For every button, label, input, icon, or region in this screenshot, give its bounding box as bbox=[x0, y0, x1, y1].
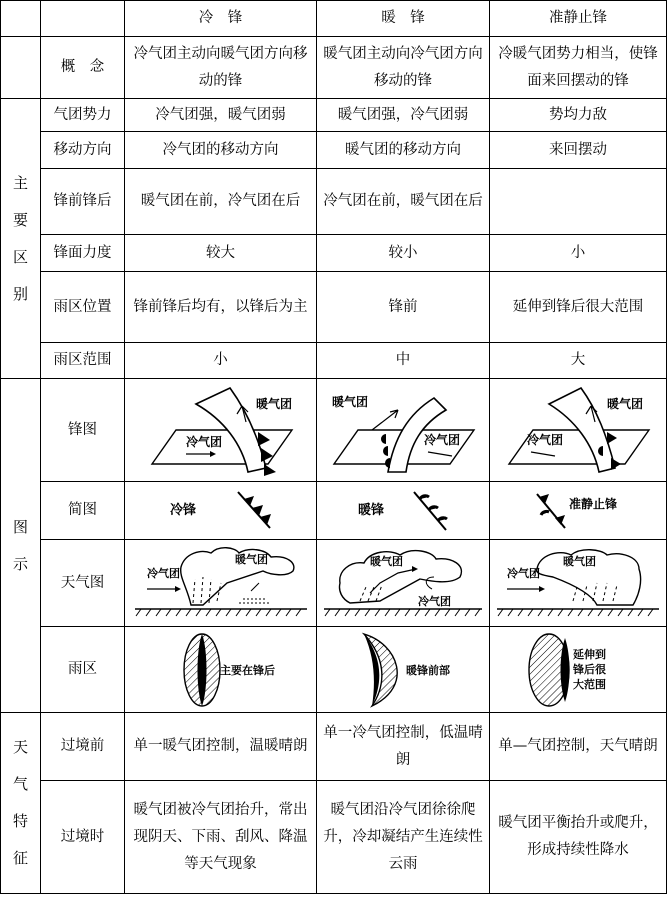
cell-stationary: 来回摆动 bbox=[490, 132, 667, 169]
cell-cold: 暖气团被冷气团抬升，常出现阴天、下雨、刮风、降温等天气现象 bbox=[125, 781, 317, 894]
cell-warm: 暖气团沿冷气团徐徐爬升，冷却凝结产生连续性云雨 bbox=[317, 781, 490, 894]
concept-cold: 冷气团主动向暖气团方向移动的锋 bbox=[125, 37, 317, 99]
simple-figure-warm bbox=[317, 482, 490, 540]
header-warm-front: 暖 锋 bbox=[317, 1, 490, 37]
cold-mass-label: 冷气团 bbox=[185, 435, 222, 449]
warm-mass-label: 暖气团 bbox=[370, 555, 403, 568]
cell-warm: 中 bbox=[317, 343, 490, 379]
cell-stationary bbox=[490, 169, 667, 235]
cell-warm: 较小 bbox=[317, 235, 490, 272]
row-label: 锋图 bbox=[41, 379, 125, 482]
simple-figure-stationary bbox=[490, 482, 667, 540]
concept-row bbox=[1, 37, 667, 99]
concept-warm: 暖气团主动向冷气团方向移动的锋 bbox=[317, 37, 490, 99]
figure-row-rain bbox=[1, 627, 667, 713]
cell-warm: 单一冷气团控制，低温晴朗 bbox=[317, 713, 490, 781]
warm-mass-label: 暖气团 bbox=[234, 553, 268, 566]
category-char: 气 bbox=[12, 775, 28, 793]
header-stationary-front: 准静止锋 bbox=[490, 1, 667, 37]
row-label: 天气图 bbox=[41, 540, 125, 627]
cell-cold: 较大 bbox=[125, 235, 317, 272]
cell-warm: 暖气团的移动方向 bbox=[317, 132, 490, 169]
stationary-front-weather-diagram bbox=[493, 543, 663, 623]
cold-front-symbol bbox=[146, 486, 296, 536]
table-row bbox=[1, 132, 667, 169]
category-char: 征 bbox=[12, 849, 28, 867]
table-row bbox=[1, 272, 667, 343]
stationary-rain-label-line2: 锋后很 bbox=[573, 662, 606, 676]
warm-front-label: 暖锋 bbox=[358, 502, 385, 518]
table-row bbox=[1, 343, 667, 379]
warm-front-diagram bbox=[328, 384, 478, 476]
category-char: 图 bbox=[12, 517, 28, 536]
stationary-rain-label-line3: 大范围 bbox=[573, 677, 606, 691]
category-char: 示 bbox=[12, 554, 28, 573]
cell-stationary: 大 bbox=[490, 343, 667, 379]
row-label: 雨区位置 bbox=[41, 272, 125, 343]
weather-figure-cold bbox=[125, 540, 317, 627]
table-row bbox=[1, 99, 667, 132]
category-char: 特 bbox=[12, 812, 28, 830]
stationary-rain-label-line1: 延伸到 bbox=[573, 647, 606, 661]
table-row bbox=[1, 235, 667, 272]
front-figure-stationary bbox=[490, 379, 667, 482]
simple-figure-cold bbox=[125, 482, 317, 540]
main-diff-category bbox=[1, 99, 41, 379]
figure-row-simple bbox=[1, 482, 667, 540]
warm-front-weather-diagram bbox=[320, 543, 486, 623]
row-label: 气团势力 bbox=[41, 99, 125, 132]
header-cold-front: 冷 锋 bbox=[125, 1, 317, 37]
row-label: 移动方向 bbox=[41, 132, 125, 169]
cold-mass-label: 冷气团 bbox=[418, 595, 451, 608]
cell-cold: 暖气团在前，冷气团在后 bbox=[125, 169, 317, 235]
cell-stationary: 小 bbox=[490, 235, 667, 272]
row-label: 过境时 bbox=[41, 781, 125, 894]
cold-mass-label: 冷气团 bbox=[507, 567, 540, 580]
warm-mass-label: 暖气团 bbox=[563, 555, 596, 568]
cell-stationary: 延伸到锋后很大范围 bbox=[490, 272, 667, 343]
figure-row-front bbox=[1, 379, 667, 482]
header-row bbox=[1, 1, 667, 37]
row-label: 锋面力度 bbox=[41, 235, 125, 272]
cell-warm: 冷气团在前，暖气团在后 bbox=[317, 169, 490, 235]
cell-cold: 锋前锋后均有，以锋后为主 bbox=[125, 272, 317, 343]
warm-mass-label: 暖气团 bbox=[607, 397, 644, 411]
concept-empty-cell bbox=[1, 37, 41, 99]
corner-cell bbox=[1, 1, 41, 37]
cold-front-label: 冷锋 bbox=[169, 502, 196, 518]
weather-figure-warm bbox=[317, 540, 490, 627]
row-label: 锋前锋后 bbox=[41, 169, 125, 235]
figure-row-weather bbox=[1, 540, 667, 627]
warm-rain-label: 暖锋前部 bbox=[406, 663, 450, 677]
warm-mass-label: 暖气团 bbox=[332, 395, 369, 409]
category-char: 别 bbox=[12, 284, 28, 303]
weather-category bbox=[1, 713, 41, 894]
cold-rain-label: 主要在锋后 bbox=[219, 663, 275, 677]
stationary-front-symbol bbox=[503, 486, 653, 536]
cell-stationary: 暖气团平衡抬升或爬升，形成持续性降水 bbox=[490, 781, 667, 894]
front-figure-warm bbox=[317, 379, 490, 482]
warm-front-symbol bbox=[328, 486, 478, 536]
rain-figure-warm bbox=[317, 627, 490, 713]
rain-figure-cold bbox=[125, 627, 317, 713]
row-label: 简图 bbox=[41, 482, 125, 540]
cell-cold: 冷气团的移动方向 bbox=[125, 132, 317, 169]
cold-mass-label: 冷气团 bbox=[424, 433, 461, 447]
concept-stationary: 冷暖气团势力相当，使锋面来回摆动的锋 bbox=[490, 37, 667, 99]
category-char: 要 bbox=[12, 210, 28, 229]
cold-front-diagram bbox=[146, 384, 296, 476]
concept-label: 概 念 bbox=[41, 37, 125, 99]
cold-front-rain-area bbox=[146, 630, 296, 710]
table-row bbox=[1, 169, 667, 235]
cell-cold: 单一暖气团控制，温暖晴朗 bbox=[125, 713, 317, 781]
row-label: 雨区范围 bbox=[41, 343, 125, 379]
stationary-front-diagram bbox=[503, 384, 653, 476]
weather-figure-stationary bbox=[490, 540, 667, 627]
category-char: 区 bbox=[12, 247, 28, 266]
figures-category bbox=[1, 379, 41, 713]
corner-cell bbox=[41, 1, 125, 37]
category-char: 天 bbox=[12, 738, 28, 756]
cold-front-weather-diagram bbox=[131, 543, 311, 623]
cold-mass-label: 冷气团 bbox=[527, 433, 564, 447]
table-row bbox=[1, 713, 667, 781]
cold-mass-label: 冷气团 bbox=[146, 567, 180, 580]
rain-figure-stationary bbox=[490, 627, 667, 713]
cell-cold: 冷气团强，暖气团弱 bbox=[125, 99, 317, 132]
category-char: 主 bbox=[12, 173, 28, 192]
warm-front-rain-area bbox=[328, 630, 478, 710]
cell-stationary: 势均力敌 bbox=[490, 99, 667, 132]
cell-warm: 暖气团强，冷气团弱 bbox=[317, 99, 490, 132]
cell-cold: 小 bbox=[125, 343, 317, 379]
cell-warm: 锋前 bbox=[317, 272, 490, 343]
cell-stationary: 单—气团控制，天气晴朗 bbox=[490, 713, 667, 781]
stationary-front-label: 准静止锋 bbox=[569, 496, 618, 511]
stationary-front-rain-area bbox=[503, 630, 653, 710]
table-row bbox=[1, 781, 667, 894]
row-label: 过境前 bbox=[41, 713, 125, 781]
row-label: 雨区 bbox=[41, 627, 125, 713]
front-figure-cold bbox=[125, 379, 317, 482]
warm-mass-label: 暖气团 bbox=[255, 397, 292, 411]
